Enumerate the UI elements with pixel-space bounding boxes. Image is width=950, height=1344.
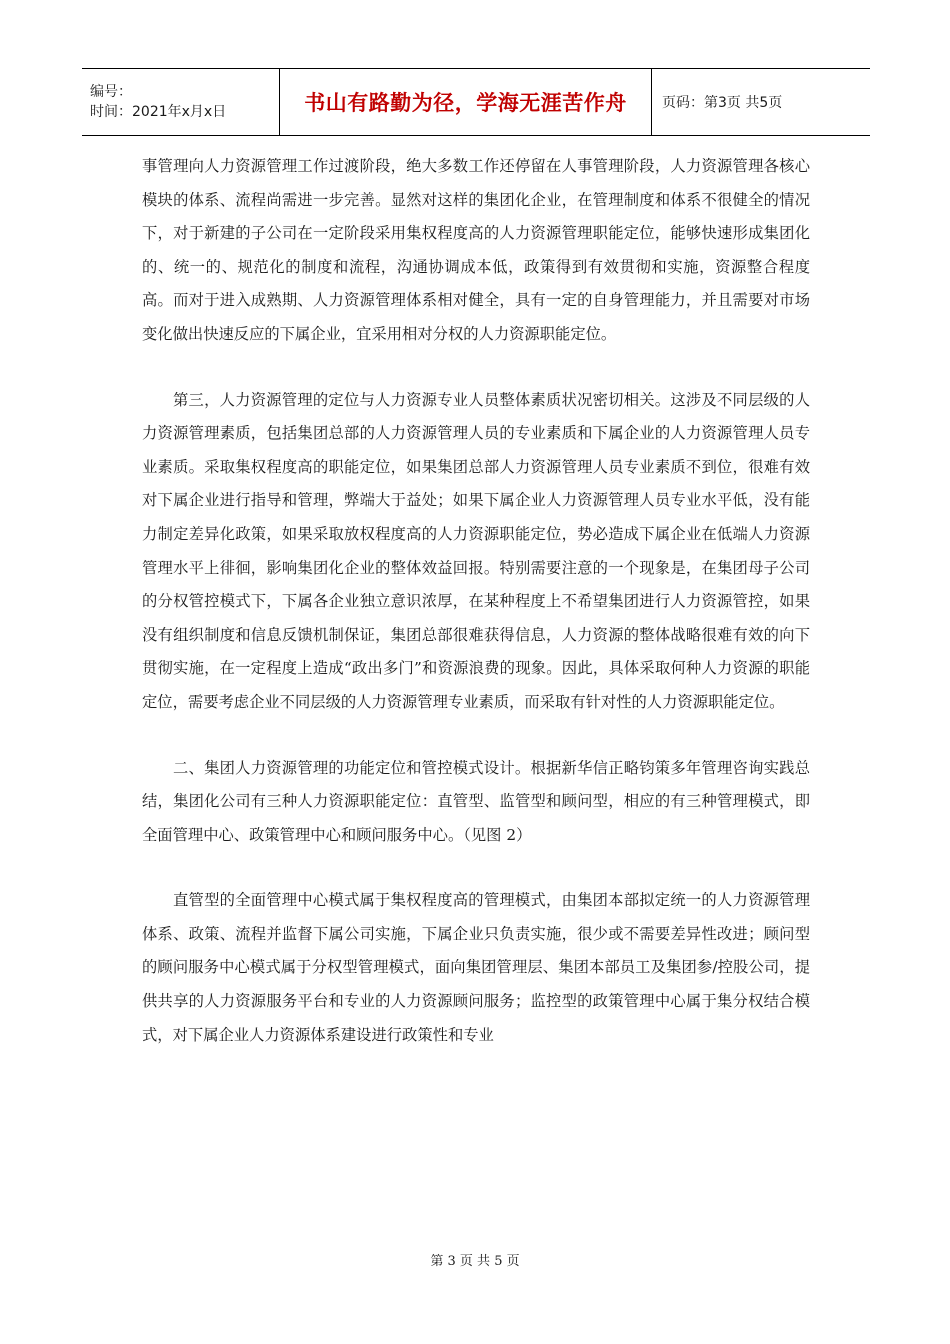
page-footer: 第 3 页 共 5 页 <box>430 1254 520 1269</box>
paragraph-4: 直管型的全面管理中心模式属于集权程度高的管理模式，由集团本部拟定统一的人力资源管理体系、政策、流程并监督下属公司实施，下属企业只负责实施，很少或不需要差异性改进；顾问型的顾问服务中心模式属于分权型管理模式，面向集团管理层、集团本部员工及集团参/控股公司，提供共享的人力资源服务平台和专业的人力资源顾问服务；监控型的政策管理中心属于集分权结合模式，对下属企业人力资源体系建设进行政策性和专业 <box>142 891 810 1044</box>
document-body <box>142 150 810 1052</box>
header-meta <box>82 69 280 135</box>
document-date: 时间：2021年x月x日 <box>90 104 227 120</box>
header-motto: 书山有路勤为径，学海无涯苦作舟 <box>304 91 627 115</box>
paragraph-1: 事管理向人力资源管理工作过渡阶段，绝大多数工作还停留在人事管理阶段，人力资源管理各核心模块的体系、流程尚需进一步完善。显然对这样的集团化企业，在管理制度和体系不很健全的情况下，对于新建的子公司在一定阶段采用集权程度高的人力资源管理职能定位，能够快速形成集团化的、统一的、规范化的制度和流程，沟通协调成本低，政策得到有效贯彻和实施，资源整合程度高。而对于进入成熟期、人力资源管理体系相对健全，具有一定的自身管理能力，并且需要对市场变化做出快速反应的下属企业，宜采用相对分权的人力资源职能定位。 <box>142 157 810 343</box>
header-page-info: 页码：第3页 共5页 <box>662 95 783 111</box>
document-number: 编号： <box>90 84 132 100</box>
page-header <box>82 68 870 136</box>
paragraph-2: 第三，人力资源管理的定位与人力资源专业人员整体素质状况密切相关。这涉及不同层级的人力资源管理素质，包括集团总部的人力资源管理人员的专业素质和下属企业的人力资源管理人员专业素质。采取集权程度高的职能定位，如果集团总部人力资源管理人员专业素质不到位，很难有效对下属企业进行指导和管理，弊端大于益处；如果下属企业人力资源管理人员专业水平低，没有能力制定差异化政策，如果采取放权程度高的人力资源职能定位，势必造成下属企业在低端人力资源管理水平上徘徊，影响集团化企业的整体效益回报。特别需要注意的一个现象是，在集团母子公司的分权管控模式下，下属各企业独立意识浓厚，在某种程度上不希望集团进行人力资源管控，如果没有组织制度和信息反馈机制保证，集团总部很难获得信息，人力资源的整体战略很难有效的向下贯彻实施，在一定程度上造成“政出多门”和资源浪费的现象。因此，具体采取何种人力资源的职能定位，需要考虑企业不同层级的人力资源管理专业素质，而采取有针对性的人力资源职能定位。 <box>142 390 810 711</box>
paragraph-3: 二、集团人力资源管理的功能定位和管控模式设计。根据新华信正略钧策多年管理咨询实践总结，集团化公司有三种人力资源职能定位：直管型、监管型和顾问型，相应的有三种管理模式，即全面管理中心、政策管理中心和顾问服务中心。（见图 2） <box>142 758 810 844</box>
header-motto-cell <box>280 69 652 135</box>
